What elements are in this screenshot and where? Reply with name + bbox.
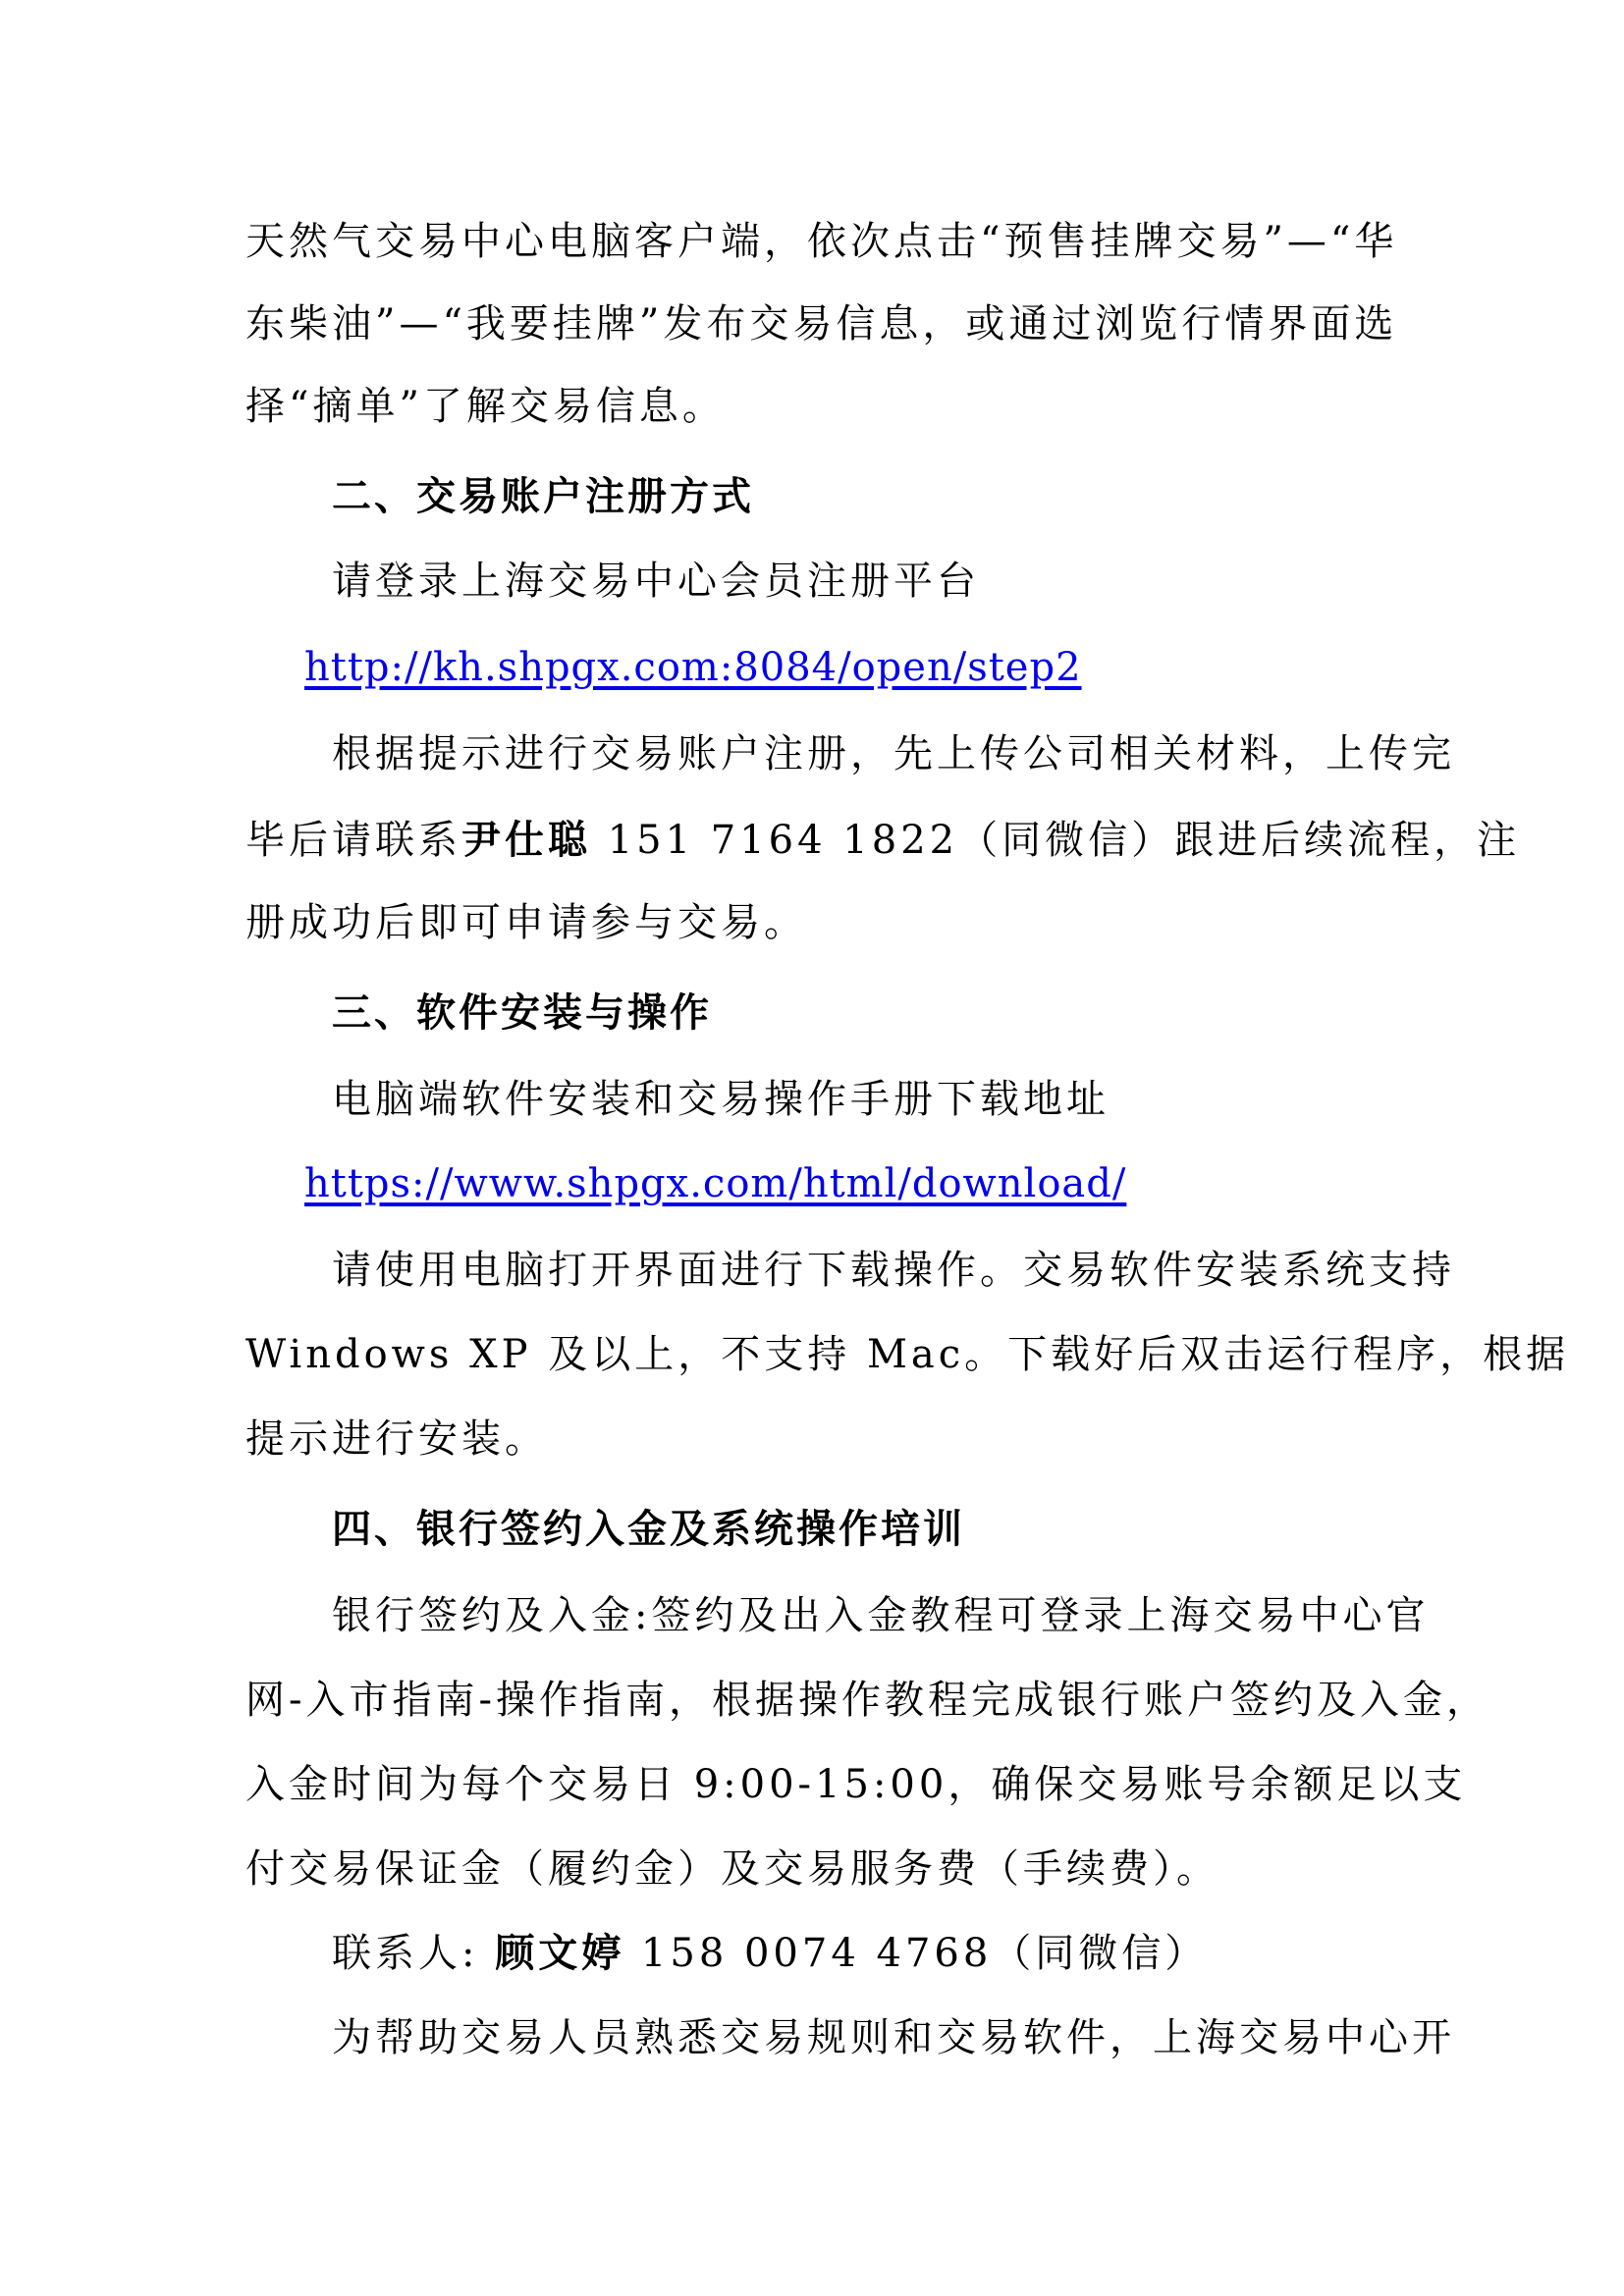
paragraph-line: 电脑端软件安装和交易操作手册下载地址 <box>332 1077 1110 1122</box>
contact-phone: 158 0074 4768（同微信） <box>624 1931 1209 1976</box>
paragraph-line: 东柴油”—“我要挂牌”发布交易信息，或通过浏览行情界面选 <box>245 301 1398 347</box>
contact-line <box>332 1926 1394 1981</box>
paragraph-line: 入金时间为每个交易日 9:00-15:00，确保交易账号余额足以支 <box>245 1762 1467 1807</box>
contact-name: 尹仕聪 <box>461 818 591 863</box>
download-link[interactable]: https://www.shpgx.com/html/download/ <box>304 1161 1127 1206</box>
download-link-line <box>304 1156 1453 1211</box>
paragraph-text: 151 7164 1822（同微信）跟进后续流程，注 <box>591 818 1521 863</box>
paragraph-line: 银行签约及入金:签约及出入金教程可登录上海交易中心官 <box>332 1593 1430 1638</box>
registration-link-line <box>304 640 1453 695</box>
paragraph-line: 请使用电脑打开界面进行下载操作。交易软件安装系统支持 <box>332 1248 1455 1293</box>
paragraph-line: 提示进行安装。 <box>245 1416 548 1462</box>
section-heading-bank-signing: 四、银行签约入金及系统操作培训 <box>332 1507 965 1552</box>
contact-label: 联系人: <box>332 1931 496 1976</box>
contact-name: 顾文婷 <box>495 1931 625 1976</box>
section-heading-account-registration: 二、交易账户注册方式 <box>332 474 754 519</box>
paragraph-line: 付交易保证金（履约金）及交易服务费（手续费）。 <box>245 1846 1219 1892</box>
paragraph-line: 请登录上海交易中心会员注册平台 <box>332 559 980 604</box>
paragraph-text: 毕后请联系 <box>245 818 461 863</box>
paragraph-line: 网-入市指南-操作指南，根据操作教程完成银行账户签约及入金， <box>245 1678 1490 1723</box>
paragraph-line: Windows XP 及以上，不支持 Mac。下载好后双击运行程序，根据 <box>245 1332 1570 1377</box>
registration-platform-link[interactable]: http://kh.shpgx.com:8084/open/step2 <box>304 645 1082 690</box>
paragraph-line: 择“摘单”了解交易信息。 <box>245 384 726 429</box>
paragraph-line: 为帮助交易人员熟悉交易规则和交易软件，上海交易中心开 <box>332 2015 1455 2060</box>
paragraph-line <box>245 813 1521 868</box>
section-heading-software-install: 三、软件安装与操作 <box>332 990 712 1036</box>
paragraph-line: 根据提示进行交易账户注册，先上传公司相关材料，上传完 <box>332 731 1455 776</box>
paragraph-line: 册成功后即可申请参与交易。 <box>245 900 807 945</box>
paragraph-line: 天然气交易中心电脑客户端，依次点击“预售挂牌交易”—“华 <box>245 219 1398 264</box>
